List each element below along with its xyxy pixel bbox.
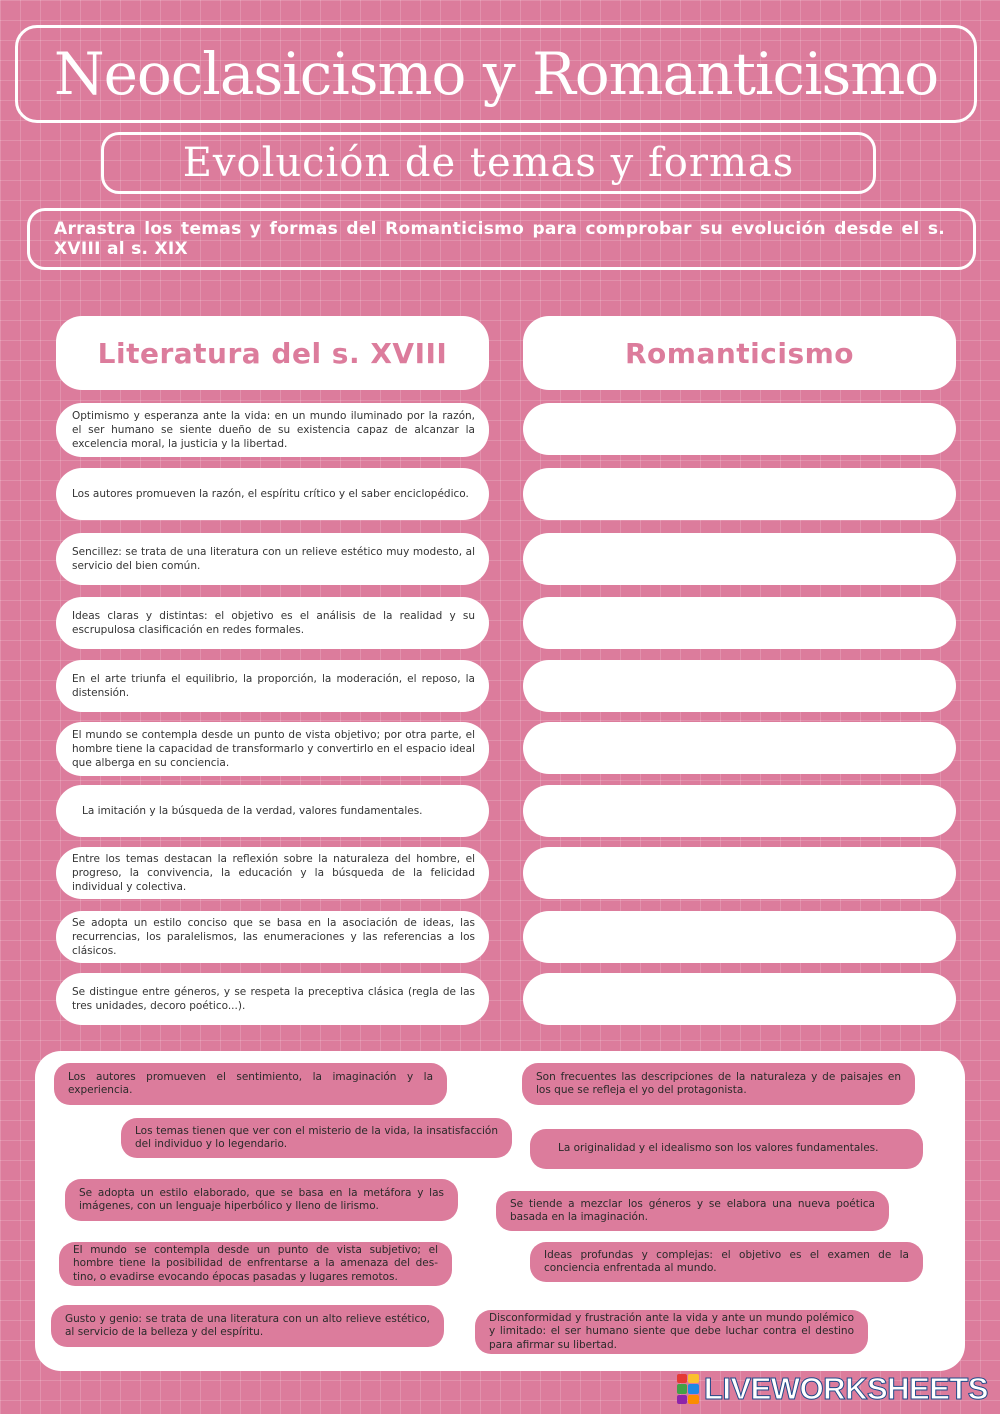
draggable-chip[interactable]: El mundo se contempla desde un punto de vista subjetivo; el hombre tiene la posibilidad de enfrentarse a la amenaza del des-tino, o evadirse evocando épocas pasadas y lugares remotos. bbox=[59, 1242, 452, 1286]
romanticismo-drop-zone-10[interactable] bbox=[523, 973, 956, 1025]
draggable-chip[interactable]: Los autores promueven el sentimiento, la imaginación y la experiencia. bbox=[54, 1063, 447, 1105]
page-title: Neoclasicismo y Romanticismo bbox=[53, 40, 939, 108]
xviii-item: La imitación y la búsqueda de la verdad, valores fundamentales. bbox=[56, 785, 489, 837]
right-column-header: Romanticismo bbox=[523, 316, 956, 390]
draggable-chip[interactable]: Ideas profundas y complejas: el objetivo es el examen de la conciencia enfrentada al mundo. bbox=[530, 1242, 923, 1282]
xviii-item: En el arte triunfa el equilibrio, la proporción, la moderación, el reposo, la distensión. bbox=[56, 660, 489, 712]
instructions-text: Arrastra los temas y formas del Romanticismo para comprobar su evolución desde el s. XVIII al s. XIX bbox=[54, 219, 945, 259]
romanticismo-drop-zone-9[interactable] bbox=[523, 911, 956, 963]
title-banner bbox=[15, 25, 977, 123]
brand-name: LIVEWORKSHEETS bbox=[703, 1371, 988, 1406]
xviii-item: Los autores promueven la razón, el espíritu crítico y el saber enciclopédico. bbox=[56, 468, 489, 520]
romanticismo-drop-zone-2[interactable] bbox=[523, 468, 956, 520]
romanticismo-drop-zone-7[interactable] bbox=[523, 785, 956, 837]
draggable-chip[interactable]: Se tiende a mezclar los géneros y se elabora una nueva poética basada en la imaginación. bbox=[496, 1191, 889, 1231]
xviii-item: Sencillez: se trata de una literatura con un relieve estético muy modesto, al servicio del bien común. bbox=[56, 533, 489, 585]
left-column-header: Literatura del s. XVIII bbox=[56, 316, 489, 390]
subtitle-banner bbox=[101, 132, 876, 194]
romanticismo-drop-zone-4[interactable] bbox=[523, 597, 956, 649]
draggable-chip[interactable]: Se adopta un estilo elaborado, que se basa en la metáfora y las imágenes, con un lenguaje hiperbólico y lleno de lirismo. bbox=[65, 1179, 458, 1221]
instructions-banner bbox=[27, 208, 976, 270]
romanticismo-drop-zone-1[interactable] bbox=[523, 403, 956, 455]
xviii-item: Entre los temas destacan la reflexión sobre la naturaleza del hombre, el progreso, la convivencia, la educación y la búsqueda de la felicidad individual y colectiva. bbox=[56, 847, 489, 899]
xviii-item: Optimismo y esperanza ante la vida: en un mundo iluminado por la razón, el ser humano se siente dueño de su existencia capaz de alcanzar la excelencia moral, la justicia y la libertad. bbox=[56, 403, 489, 457]
draggable-chip[interactable]: La originalidad y el idealismo son los valores fundamentales. bbox=[530, 1129, 923, 1169]
draggable-chip[interactable]: Disconformidad y frustración ante la vida y ante un mundo polémico y limitado: el ser humano siente que debe luchar contra el destino para afirmar su libertad. bbox=[475, 1310, 868, 1354]
romanticismo-drop-zone-8[interactable] bbox=[523, 847, 956, 899]
romanticismo-drop-zone-6[interactable] bbox=[523, 722, 956, 774]
draggable-chip[interactable]: Gusto y genio: se trata de una literatura con un alto relieve estético, al servicio de la belleza y del espíritu. bbox=[51, 1305, 444, 1347]
draggable-chip[interactable]: Son frecuentes las descripciones de la naturaleza y de paisajes en los que se refleja el yo del protagonista. bbox=[522, 1063, 915, 1105]
xviii-item: Se adopta un estilo conciso que se basa en la asociación de ideas, las recurrencias, los paralelismos, las enumeraciones y las referencias a los clásicos. bbox=[56, 911, 489, 963]
romanticismo-drop-zone-5[interactable] bbox=[523, 660, 956, 712]
liveworksheets-icon bbox=[677, 1374, 699, 1404]
xviii-item: El mundo se contempla desde un punto de vista objetivo; por otra parte, el hombre tiene la capacidad de transformarlo y convertirlo en el espacio ideal que alberga en su conciencia. bbox=[56, 722, 489, 776]
xviii-item: Ideas claras y distintas: el objetivo es el análisis de la realidad y su escrupulosa clasificación en redes formales. bbox=[56, 597, 489, 649]
romanticismo-drop-zone-3[interactable] bbox=[523, 533, 956, 585]
logo-square bbox=[677, 1395, 688, 1404]
logo-square bbox=[688, 1374, 699, 1383]
logo-square bbox=[677, 1384, 688, 1393]
liveworksheets-logo bbox=[677, 1372, 988, 1406]
logo-square bbox=[688, 1395, 699, 1404]
draggable-chip[interactable]: Los temas tienen que ver con el misterio de la vida, la insatisfacción del individuo y lo legendario. bbox=[121, 1118, 512, 1158]
logo-square bbox=[688, 1384, 699, 1393]
logo-square bbox=[677, 1374, 688, 1383]
xviii-item: Se distingue entre géneros, y se respeta la preceptiva clásica (regla de las tres unidades, decoro poético...). bbox=[56, 973, 489, 1025]
page-subtitle: Evolución de temas y formas bbox=[182, 140, 795, 186]
